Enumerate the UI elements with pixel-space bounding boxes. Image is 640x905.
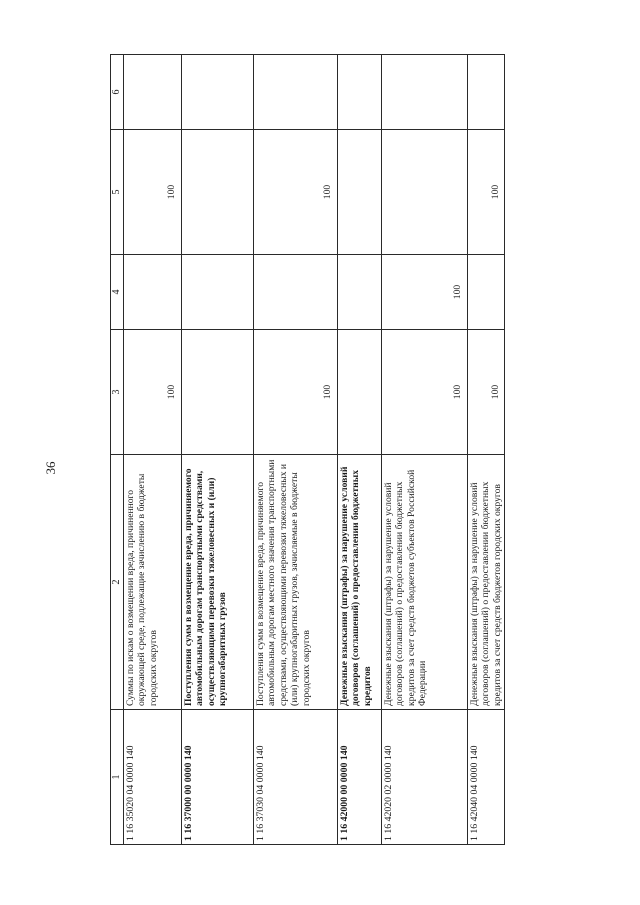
row-code: 1 16 37030 04 0000 140 [253, 710, 337, 845]
row-name: Поступления сумм в возмещение вреда, причиняемого автомобильным дорогам транспортными средствами, осуществляющими перевозки тяжеловесных и (или) крупногабаритных грузов [181, 455, 253, 710]
row-code: 1 16 37000 00 0000 140 [181, 710, 253, 845]
row-col-5 [381, 130, 467, 255]
row-col-4 [467, 255, 505, 330]
row-col-3: 100 [253, 330, 337, 455]
row-col-4 [181, 255, 253, 330]
page-number: 36 [43, 461, 58, 475]
row-col-4 [253, 255, 337, 330]
header-row [111, 55, 124, 845]
row-col-6 [253, 55, 337, 130]
row-col-4: 100 [381, 255, 467, 330]
row-name: Денежные взыскания (штрафы) за нарушение условий договоров (соглашений) о предоставлении бюджетных кредитов за счет средств бюджетов субъектов Российской Федерации [381, 455, 467, 710]
row-name: Суммы по искам о возмещении вреда, причиненного окружающей среде, подлежащие зачислению в бюджеты городских округов [123, 455, 181, 710]
table-row [253, 55, 337, 845]
header-col-1: 1 [111, 710, 124, 845]
table-row [337, 55, 381, 845]
row-col-3: 100 [467, 330, 505, 455]
row-col-5: 100 [123, 130, 181, 255]
header-col-4: 4 [111, 255, 124, 330]
row-col-5: 100 [467, 130, 505, 255]
row-col-6 [181, 55, 253, 130]
row-col-3 [337, 330, 381, 455]
table-row [381, 55, 467, 845]
table-row [467, 55, 505, 845]
row-col-3 [181, 330, 253, 455]
row-col-6 [337, 55, 381, 130]
row-name: Денежные взыскания (штрафы) за нарушение условий договоров (соглашений) о предоставлении бюджетных кредитов за счет средств бюджетов городских округов [467, 455, 505, 710]
header-col-3: 3 [111, 330, 124, 455]
row-col-5: 100 [253, 130, 337, 255]
row-code: 1 16 42020 02 0000 140 [381, 710, 467, 845]
row-col-5 [337, 130, 381, 255]
revenue-distribution-table [110, 54, 505, 845]
header-col-2: 2 [111, 455, 124, 710]
header-col-5: 5 [111, 130, 124, 255]
rotated-table-wrapper [110, 55, 503, 845]
table-row [181, 55, 253, 845]
header-col-6: 6 [111, 55, 124, 130]
row-col-4 [337, 255, 381, 330]
row-name: Поступления сумм в возмещение вреда, причиняемого автомобильным дорогам местного значения транспортными средствами, осуществляющими перевозки тяжеловесных и (или) крупногабаритных грузов, зачисляемые в бюджеты городских округов [253, 455, 337, 710]
table-row [123, 55, 181, 845]
row-col-6 [381, 55, 467, 130]
row-col-3: 100 [381, 330, 467, 455]
row-col-6 [123, 55, 181, 130]
row-code: 1 16 42040 04 0000 140 [467, 710, 505, 845]
row-col-5 [181, 130, 253, 255]
row-col-4 [123, 255, 181, 330]
row-code: 1 16 35020 04 0000 140 [123, 710, 181, 845]
row-col-6 [467, 55, 505, 130]
row-code: 1 16 42000 00 0000 140 [337, 710, 381, 845]
row-name: Денежные взыскания (штрафы) за нарушение условий договоров (соглашений) о предоставлении бюджетных кредитов [337, 455, 381, 710]
row-col-3: 100 [123, 330, 181, 455]
